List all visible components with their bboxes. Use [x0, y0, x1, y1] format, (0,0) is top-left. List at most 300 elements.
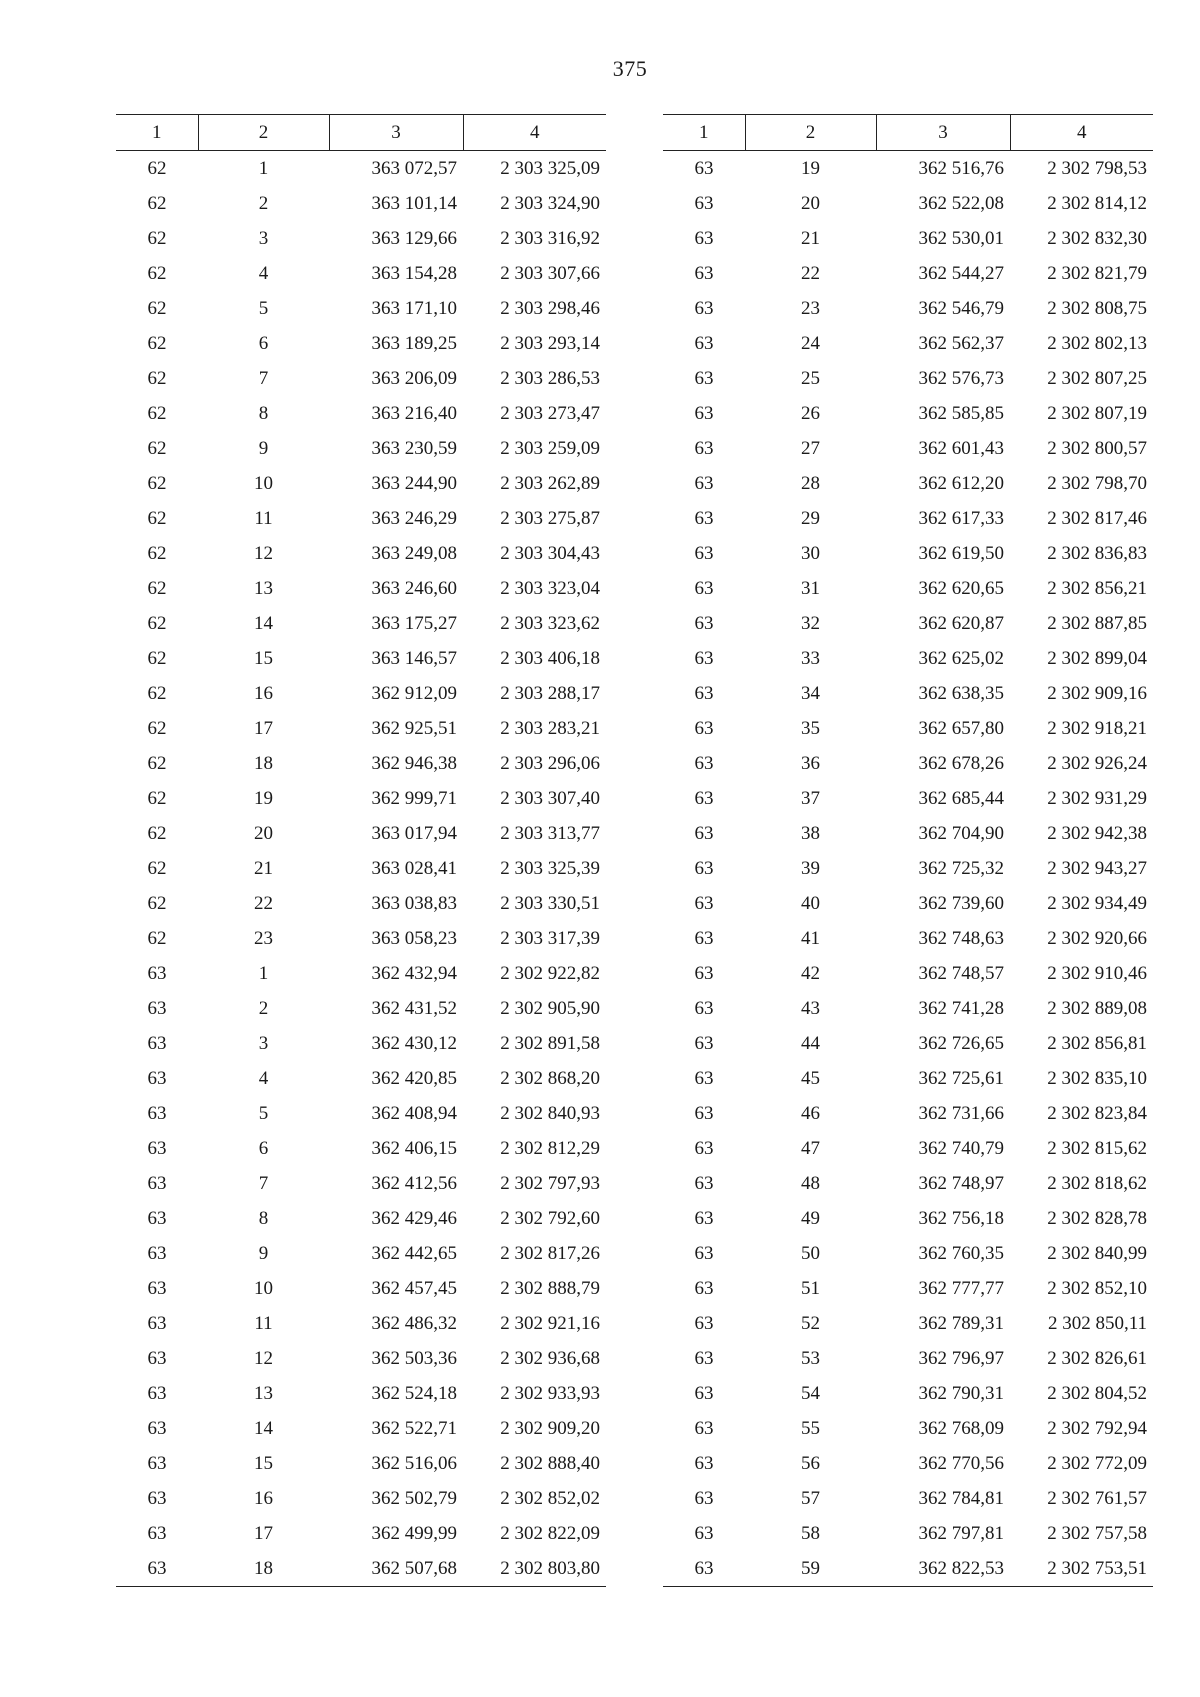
table-row — [663, 571, 1153, 606]
x-coordinate-cell: 362 432,94 — [371, 963, 457, 984]
x-coordinate-cell: 362 748,57 — [918, 963, 1004, 984]
point-number-cell: 10 — [254, 473, 273, 494]
plot-number-cell: 63 — [694, 298, 714, 319]
plot-number-cell: 63 — [694, 1523, 714, 1544]
table-row — [116, 1026, 606, 1061]
point-number-cell: 48 — [801, 1173, 820, 1194]
y-coordinate-cell: 2 303 259,09 — [500, 438, 600, 459]
point-number-cell: 44 — [801, 1033, 820, 1054]
plot-number-cell: 62 — [147, 753, 167, 774]
table-row — [116, 956, 606, 991]
point-number-cell: 11 — [254, 1313, 273, 1334]
table-row — [663, 1551, 1153, 1587]
x-coordinate-cell: 363 246,29 — [371, 508, 457, 529]
point-number-cell: 33 — [801, 648, 820, 669]
point-number-cell: 15 — [254, 1453, 273, 1474]
point-number-cell: 9 — [258, 438, 269, 459]
x-coordinate-cell: 362 522,08 — [918, 193, 1004, 214]
x-coordinate-cell: 362 430,12 — [371, 1033, 457, 1054]
x-coordinate-cell: 363 017,94 — [371, 823, 457, 844]
x-coordinate-cell: 362 756,18 — [918, 1208, 1004, 1229]
plot-number-cell: 62 — [147, 228, 167, 249]
y-coordinate-cell: 2 302 891,58 — [500, 1033, 600, 1054]
x-coordinate-cell: 363 146,57 — [371, 648, 457, 669]
table-row — [116, 1096, 606, 1131]
table-row — [663, 781, 1153, 816]
y-coordinate-cell: 2 302 772,09 — [1047, 1453, 1147, 1474]
y-coordinate-cell: 2 302 832,30 — [1047, 228, 1147, 249]
y-coordinate-cell: 2 303 317,39 — [500, 928, 600, 949]
x-coordinate-cell: 362 999,71 — [371, 788, 457, 809]
y-coordinate-cell: 2 302 807,25 — [1047, 368, 1147, 389]
table-row — [663, 886, 1153, 921]
plot-number-cell: 63 — [147, 1488, 167, 1509]
plot-number-cell: 62 — [147, 648, 167, 669]
point-number-cell: 1 — [258, 963, 269, 984]
y-coordinate-cell: 2 302 798,53 — [1047, 158, 1147, 179]
x-coordinate-cell: 363 230,59 — [371, 438, 457, 459]
point-number-cell: 13 — [254, 578, 273, 599]
plot-number-cell: 63 — [694, 683, 714, 704]
y-coordinate-cell: 2 302 840,93 — [500, 1103, 600, 1124]
plot-number-cell: 63 — [694, 508, 714, 529]
table-header-row — [116, 115, 606, 151]
point-number-cell: 56 — [801, 1453, 820, 1474]
column-header-3: 3 — [876, 115, 1010, 151]
column-header-2: 2 — [745, 115, 876, 151]
y-coordinate-cell: 2 302 933,93 — [500, 1383, 600, 1404]
plot-number-cell: 63 — [694, 1243, 714, 1264]
table-row — [116, 571, 606, 606]
x-coordinate-cell: 363 101,14 — [371, 193, 457, 214]
y-coordinate-cell: 2 302 797,93 — [500, 1173, 600, 1194]
table-row — [663, 1481, 1153, 1516]
y-coordinate-cell: 2 303 307,40 — [500, 788, 600, 809]
plot-number-cell: 63 — [147, 1418, 167, 1439]
plot-number-cell: 63 — [694, 333, 714, 354]
plot-number-cell: 63 — [147, 1523, 167, 1544]
point-number-cell: 16 — [254, 1488, 273, 1509]
y-coordinate-cell: 2 302 887,85 — [1047, 613, 1147, 634]
x-coordinate-cell: 362 770,56 — [918, 1453, 1004, 1474]
y-coordinate-cell: 2 302 889,08 — [1047, 998, 1147, 1019]
plot-number-cell: 63 — [147, 1243, 167, 1264]
point-number-cell: 16 — [254, 683, 273, 704]
y-coordinate-cell: 2 302 761,57 — [1047, 1488, 1147, 1509]
table-row — [116, 1551, 606, 1587]
y-coordinate-cell: 2 303 273,47 — [500, 403, 600, 424]
table-row — [116, 1306, 606, 1341]
plot-number-cell: 63 — [694, 1278, 714, 1299]
point-number-cell: 29 — [801, 508, 820, 529]
point-number-cell: 12 — [254, 1348, 273, 1369]
column-header-4: 4 — [1010, 115, 1153, 151]
x-coordinate-cell: 362 617,33 — [918, 508, 1004, 529]
y-coordinate-cell: 2 302 757,58 — [1047, 1523, 1147, 1544]
plot-number-cell: 62 — [147, 858, 167, 879]
y-coordinate-cell: 2 302 888,79 — [500, 1278, 600, 1299]
table-row — [663, 1201, 1153, 1236]
x-coordinate-cell: 363 244,90 — [371, 473, 457, 494]
y-coordinate-cell: 2 303 325,09 — [500, 158, 600, 179]
x-coordinate-cell: 362 530,01 — [918, 228, 1004, 249]
table-row — [663, 1131, 1153, 1166]
point-number-cell: 22 — [254, 893, 273, 914]
y-coordinate-cell: 2 303 283,21 — [500, 718, 600, 739]
x-coordinate-cell: 363 028,41 — [371, 858, 457, 879]
x-coordinate-cell: 362 516,76 — [918, 158, 1004, 179]
x-coordinate-cell: 362 620,87 — [918, 613, 1004, 634]
point-number-cell: 2 — [258, 193, 269, 214]
point-number-cell: 36 — [801, 753, 820, 774]
plot-number-cell: 63 — [147, 1313, 167, 1334]
point-number-cell: 41 — [801, 928, 820, 949]
table-row — [116, 1131, 606, 1166]
y-coordinate-cell: 2 302 804,52 — [1047, 1383, 1147, 1404]
x-coordinate-cell: 363 171,10 — [371, 298, 457, 319]
y-coordinate-cell: 2 302 856,81 — [1047, 1033, 1147, 1054]
x-coordinate-cell: 362 562,37 — [918, 333, 1004, 354]
y-coordinate-cell: 2 303 330,51 — [500, 893, 600, 914]
x-coordinate-cell: 362 412,56 — [371, 1173, 457, 1194]
table-row — [663, 816, 1153, 851]
y-coordinate-cell: 2 302 856,21 — [1047, 578, 1147, 599]
x-coordinate-cell: 362 431,52 — [371, 998, 457, 1019]
plot-number-cell: 63 — [694, 473, 714, 494]
plot-number-cell: 63 — [694, 1418, 714, 1439]
point-number-cell: 6 — [258, 1138, 269, 1159]
x-coordinate-cell: 362 748,63 — [918, 928, 1004, 949]
point-number-cell: 30 — [801, 543, 820, 564]
point-number-cell: 4 — [258, 263, 269, 284]
plot-number-cell: 63 — [694, 648, 714, 669]
y-coordinate-cell: 2 302 808,75 — [1047, 298, 1147, 319]
point-number-cell: 14 — [254, 613, 273, 634]
y-coordinate-cell: 2 302 792,60 — [500, 1208, 600, 1229]
table-row — [116, 606, 606, 641]
plot-number-cell: 63 — [147, 1348, 167, 1369]
table-row — [663, 396, 1153, 431]
plot-number-cell: 63 — [147, 1383, 167, 1404]
table-row — [116, 1481, 606, 1516]
y-coordinate-cell: 2 302 814,12 — [1047, 193, 1147, 214]
table-row — [116, 1516, 606, 1551]
table-row — [116, 1061, 606, 1096]
table-row — [116, 641, 606, 676]
x-coordinate-cell: 362 748,97 — [918, 1173, 1004, 1194]
table-row — [116, 851, 606, 886]
x-coordinate-cell: 363 129,66 — [371, 228, 457, 249]
plot-number-cell: 63 — [694, 858, 714, 879]
table-row — [663, 1376, 1153, 1411]
x-coordinate-cell: 362 507,68 — [329, 1551, 463, 1587]
point-number-cell: 55 — [801, 1418, 820, 1439]
table-row — [116, 1341, 606, 1376]
y-coordinate-cell: 2 303 406,18 — [500, 648, 600, 669]
plot-number-cell: 62 — [147, 368, 167, 389]
plot-number-cell: 63 — [694, 1138, 714, 1159]
plot-number-cell: 62 — [147, 823, 167, 844]
y-coordinate-cell: 2 302 868,20 — [500, 1068, 600, 1089]
y-coordinate-cell: 2 303 296,06 — [500, 753, 600, 774]
x-coordinate-cell: 362 502,79 — [371, 1488, 457, 1509]
plot-number-cell: 63 — [147, 1068, 167, 1089]
x-coordinate-cell: 362 760,35 — [918, 1243, 1004, 1264]
plot-number-cell: 62 — [147, 578, 167, 599]
coordinates-table-left — [116, 114, 606, 1587]
plot-number-cell: 62 — [147, 543, 167, 564]
point-number-cell: 43 — [801, 998, 820, 1019]
x-coordinate-cell: 363 189,25 — [371, 333, 457, 354]
y-coordinate-cell: 2 303 324,90 — [500, 193, 600, 214]
point-number-cell: 17 — [254, 718, 273, 739]
plot-number-cell: 62 — [147, 613, 167, 634]
y-coordinate-cell: 2 302 850,11 — [1047, 1313, 1147, 1334]
point-number-cell: 23 — [254, 928, 273, 949]
point-number-cell: 9 — [258, 1243, 269, 1264]
plot-number-cell: 63 — [147, 963, 167, 984]
point-number-cell: 20 — [254, 823, 273, 844]
point-number-cell: 17 — [254, 1523, 273, 1544]
table-row — [116, 396, 606, 431]
table-row — [663, 431, 1153, 466]
y-coordinate-cell: 2 303 288,17 — [500, 683, 600, 704]
y-coordinate-cell: 2 302 800,57 — [1047, 438, 1147, 459]
table-row — [116, 431, 606, 466]
y-coordinate-cell: 2 303 325,39 — [500, 858, 600, 879]
y-coordinate-cell: 2 303 323,62 — [500, 613, 600, 634]
table-row — [116, 816, 606, 851]
y-coordinate-cell: 2 302 922,82 — [500, 963, 600, 984]
point-number-cell: 3 — [258, 1033, 269, 1054]
point-number-cell: 53 — [801, 1348, 820, 1369]
plot-number-cell: 63 — [147, 998, 167, 1019]
x-coordinate-cell: 362 777,77 — [918, 1278, 1004, 1299]
column-header-4: 4 — [463, 115, 606, 151]
table-row — [663, 606, 1153, 641]
y-coordinate-cell: 2 302 888,40 — [500, 1453, 600, 1474]
point-number-cell: 26 — [801, 403, 820, 424]
point-number-cell: 12 — [254, 543, 273, 564]
point-number-cell: 11 — [254, 508, 273, 529]
x-coordinate-cell: 363 206,09 — [371, 368, 457, 389]
plot-number-cell: 62 — [147, 193, 167, 214]
plot-number-cell: 63 — [147, 1033, 167, 1054]
x-coordinate-cell: 362 822,53 — [876, 1551, 1010, 1587]
y-coordinate-cell: 2 302 909,20 — [500, 1418, 600, 1439]
point-number-cell: 47 — [801, 1138, 820, 1159]
point-number-cell: 21 — [254, 858, 273, 879]
x-coordinate-cell: 362 544,27 — [918, 263, 1004, 284]
x-coordinate-cell: 362 619,50 — [918, 543, 1004, 564]
point-number-cell: 18 — [254, 753, 273, 774]
point-number-cell: 35 — [801, 718, 820, 739]
table-row — [116, 1271, 606, 1306]
table-row — [116, 991, 606, 1026]
x-coordinate-cell: 363 072,57 — [371, 158, 457, 179]
x-coordinate-cell: 362 429,46 — [371, 1208, 457, 1229]
y-coordinate-cell: 2 303 304,43 — [500, 543, 600, 564]
table-row — [663, 326, 1153, 361]
point-number-cell: 23 — [801, 298, 820, 319]
x-coordinate-cell: 362 576,73 — [918, 368, 1004, 389]
plot-number-cell: 63 — [694, 1173, 714, 1194]
x-coordinate-cell: 362 620,65 — [918, 578, 1004, 599]
y-coordinate-cell: 2 302 852,10 — [1047, 1278, 1147, 1299]
plot-number-cell: 63 — [694, 1208, 714, 1229]
point-number-cell: 8 — [258, 1208, 269, 1229]
point-number-cell: 14 — [254, 1418, 273, 1439]
x-coordinate-cell: 362 912,09 — [371, 683, 457, 704]
table-row — [663, 1341, 1153, 1376]
point-number-cell: 24 — [801, 333, 820, 354]
page-number: 375 — [612, 56, 648, 81]
plot-number-cell: 62 — [147, 403, 167, 424]
x-coordinate-cell: 362 789,31 — [918, 1313, 1004, 1334]
point-number-cell: 51 — [801, 1278, 820, 1299]
point-number-cell: 4 — [258, 1068, 269, 1089]
plot-number-cell: 63 — [694, 928, 714, 949]
plot-number-cell: 63 — [694, 1383, 714, 1404]
y-coordinate-cell: 2 302 852,02 — [500, 1488, 600, 1509]
y-coordinate-cell: 2 302 821,79 — [1047, 263, 1147, 284]
y-coordinate-cell: 2 302 910,46 — [1047, 963, 1147, 984]
y-coordinate-cell: 2 302 828,78 — [1047, 1208, 1147, 1229]
point-number-cell: 5 — [258, 298, 269, 319]
y-coordinate-cell: 2 302 807,19 — [1047, 403, 1147, 424]
point-number-cell: 42 — [801, 963, 820, 984]
x-coordinate-cell: 362 946,38 — [371, 753, 457, 774]
y-coordinate-cell: 2 303 286,53 — [500, 368, 600, 389]
y-coordinate-cell: 2 302 943,27 — [1047, 858, 1147, 879]
y-coordinate-cell: 2 302 836,83 — [1047, 543, 1147, 564]
table-row — [663, 1166, 1153, 1201]
x-coordinate-cell: 362 601,43 — [918, 438, 1004, 459]
y-coordinate-cell: 2 302 817,46 — [1047, 508, 1147, 529]
point-number-cell: 7 — [258, 1173, 269, 1194]
plot-number-cell: 62 — [147, 333, 167, 354]
table-row — [116, 256, 606, 291]
plot-number-cell: 63 — [663, 1551, 745, 1587]
y-coordinate-cell: 2 302 921,16 — [500, 1313, 600, 1334]
y-coordinate-cell: 2 303 275,87 — [500, 508, 600, 529]
table-row — [663, 466, 1153, 501]
y-coordinate-cell: 2 302 798,70 — [1047, 473, 1147, 494]
point-number-cell: 27 — [801, 438, 820, 459]
table-row — [116, 466, 606, 501]
table-row — [663, 956, 1153, 991]
plot-number-cell: 62 — [147, 473, 167, 494]
point-number-cell: 1 — [258, 158, 269, 179]
plot-number-cell: 63 — [116, 1551, 198, 1587]
x-coordinate-cell: 362 503,36 — [371, 1348, 457, 1369]
point-number-cell: 38 — [801, 823, 820, 844]
table-row — [116, 536, 606, 571]
point-number-cell: 58 — [801, 1523, 820, 1544]
x-coordinate-cell: 362 784,81 — [918, 1488, 1004, 1509]
column-header-3: 3 — [329, 115, 463, 151]
table-row — [663, 501, 1153, 536]
plot-number-cell: 63 — [694, 613, 714, 634]
x-coordinate-cell: 363 175,27 — [371, 613, 457, 634]
table-row — [116, 186, 606, 221]
plot-number-cell: 63 — [694, 963, 714, 984]
plot-number-cell: 63 — [694, 1313, 714, 1334]
plot-number-cell: 63 — [694, 403, 714, 424]
plot-number-cell: 62 — [147, 158, 167, 179]
table-row — [116, 291, 606, 326]
x-coordinate-cell: 362 486,32 — [371, 1313, 457, 1334]
plot-number-cell: 63 — [694, 438, 714, 459]
point-number-cell: 25 — [801, 368, 820, 389]
table-row — [663, 1236, 1153, 1271]
table-row — [116, 501, 606, 536]
table-row — [116, 746, 606, 781]
table-row — [663, 291, 1153, 326]
x-coordinate-cell: 362 725,61 — [918, 1068, 1004, 1089]
y-coordinate-cell: 2 302 823,84 — [1047, 1103, 1147, 1124]
y-coordinate-cell: 2 302 826,61 — [1047, 1348, 1147, 1369]
x-coordinate-cell: 363 154,28 — [371, 263, 457, 284]
plot-number-cell: 63 — [694, 1068, 714, 1089]
table-row — [116, 886, 606, 921]
point-number-cell: 19 — [254, 788, 273, 809]
x-coordinate-cell: 362 625,02 — [918, 648, 1004, 669]
table-row — [116, 1201, 606, 1236]
point-number-cell: 49 — [801, 1208, 820, 1229]
point-number-cell: 52 — [801, 1313, 820, 1334]
y-coordinate-cell: 2 302 835,10 — [1047, 1068, 1147, 1089]
plot-number-cell: 63 — [694, 1453, 714, 1474]
x-coordinate-cell: 362 685,44 — [918, 788, 1004, 809]
table-row — [663, 1516, 1153, 1551]
x-coordinate-cell: 362 678,26 — [918, 753, 1004, 774]
plot-number-cell: 63 — [694, 1488, 714, 1509]
column-header-2: 2 — [198, 115, 329, 151]
plot-number-cell: 62 — [147, 683, 167, 704]
x-coordinate-cell: 362 796,97 — [918, 1348, 1004, 1369]
y-coordinate-cell: 2 302 812,29 — [500, 1138, 600, 1159]
table-row — [663, 361, 1153, 396]
plot-number-cell: 63 — [147, 1208, 167, 1229]
plot-number-cell: 62 — [147, 718, 167, 739]
x-coordinate-cell: 362 925,51 — [371, 718, 457, 739]
table-row — [116, 1166, 606, 1201]
table-row — [116, 1446, 606, 1481]
x-coordinate-cell: 362 420,85 — [371, 1068, 457, 1089]
point-number-cell: 59 — [745, 1551, 876, 1587]
plot-number-cell: 62 — [147, 263, 167, 284]
point-number-cell: 32 — [801, 613, 820, 634]
plot-number-cell: 62 — [147, 928, 167, 949]
plot-number-cell: 63 — [694, 753, 714, 774]
point-number-cell: 40 — [801, 893, 820, 914]
point-number-cell: 22 — [801, 263, 820, 284]
table-row — [663, 1446, 1153, 1481]
y-coordinate-cell: 2 302 920,66 — [1047, 928, 1147, 949]
table-row — [116, 676, 606, 711]
point-number-cell: 2 — [258, 998, 269, 1019]
y-coordinate-cell: 2 302 818,62 — [1047, 1173, 1147, 1194]
table-row — [663, 676, 1153, 711]
y-coordinate-cell: 2 303 307,66 — [500, 263, 600, 284]
plot-number-cell: 63 — [147, 1103, 167, 1124]
x-coordinate-cell: 362 739,60 — [918, 893, 1004, 914]
point-number-cell: 28 — [801, 473, 820, 494]
y-coordinate-cell: 2 303 262,89 — [500, 473, 600, 494]
y-coordinate-cell: 2 303 316,92 — [500, 228, 600, 249]
y-coordinate-cell: 2 302 931,29 — [1047, 788, 1147, 809]
